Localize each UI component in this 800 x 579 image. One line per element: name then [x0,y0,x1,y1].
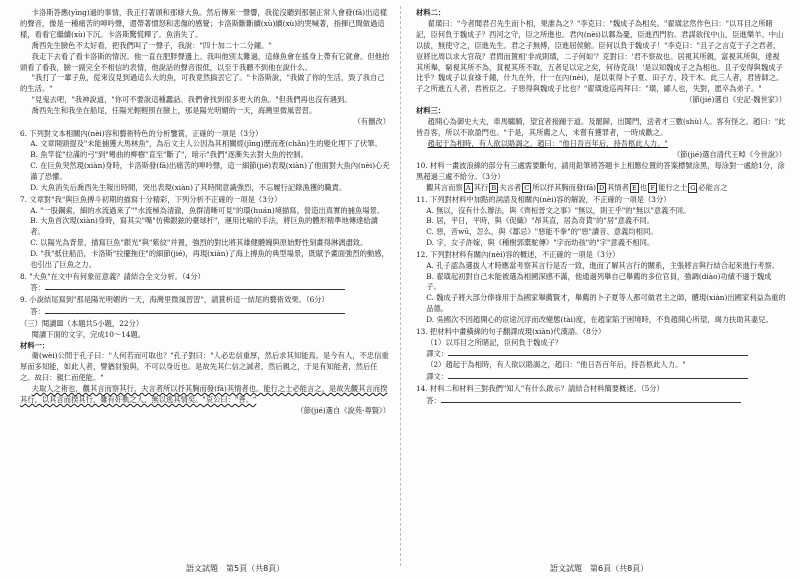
section-3-title: （三）閱讀Ⅲ（本題共5小題，22分） [20,318,144,328]
break-text: 夫言者 [499,183,522,193]
material-2-source: （節(jié)選自《史記·魏世家》） [685,95,786,105]
question-13-translation-2[interactable] [416,371,786,383]
question-12-option-c: C. 魏成子將大部分俸祿用于為國家舉薦賢才，舉薦的卜子夏等人都可做君主之師，體現(xiàn)出國家利益為重的品德。 [426,293,786,314]
question-7-stem: 7. 文章對"我"與巨魚搏斗初期的描寫十分精彩，下列分析不正確的一項是（3分） [20,194,282,204]
question-12-option-a: A. 孔子認為選拔人才時應當考察其言行是否一致，進而了解其言行的關系，主張將言與行結合起來進行考察。 [426,260,780,270]
story-paragraph-2: 喬西先生臉色不太好看，把我們叫了一聲子，我說："四十加二十二分鐘。" [31,40,272,50]
question-9-answer-area[interactable] [20,306,390,318]
question-11-option-d: D. 字，女子許嫁，與《種樹郭橐駝傳》"字而幼孩"的"字"意義不相同。 [426,238,655,248]
material-2-text: 翟璜曰："今者聞君召先生而卜相，果誰為之？"李克曰："魏成子為相矣。"翟璜忿然作色曰："以耳目之所睹記，臣何負于魏成子？西河之守，臣之所進也。君內(nèi)以鄴為憂，臣進西門豹。君謀欲伐中山，臣進樂羊。中山以拔，無使守之，臣進先生。君之子無傅，臣進屈侯鮒。臣何以負于魏成子！"李克曰："且子之言克于子之君者，豈將比周以求大官哉？君問而置相'非成則璜，二子何如'？克對曰：'君不察故也。居視其所親，富視其所與，達視其所舉，窮視其所不為，貧視其所不取，五者足以定之矣，何待克哉！'是以知魏成子之為相也。且子安得與魏成子比乎？魏成子以食祿千鐘，什九在外，什一在內(nèi)，是以東得卜子夏、田子方、段干木。此三人者，君皆師之。子之所進五人者，君皆臣之。子惡得與魏成子比也？"翟璜逡巡再拜曰："璜，鄙人也，失對，愿卒為弟子。" [416,18,784,94]
question-14-answer-area[interactable] [416,395,786,407]
story-paragraph-4: "我打了一輩子魚，從來沒見到過這么大的魚，可我竟然搞丟它了。"卡洛斯說，"我做了你的生活，毀了我自己的生活。" [20,73,385,94]
question-12-option-d: D. 吳國次不因趙開心的宦途沉浮而改變態(tài)度，在趙家陷于困境時，不負趙開心所望，竭力扶助其妻兒。 [426,315,773,325]
answer-label: 答： [30,306,45,316]
question-11-stem: 11. 下列對材料中加點的詞語及相關內(nèi)容的解說，不正確的一項是（3分） [416,194,671,204]
break-box-b[interactable]: B [489,183,498,193]
question-11-option-a: A. 無以，沒有什么辦法，與《齊桓晉文之事》"無以，則王乎"的"無以"意義不同。 [426,205,691,215]
break-box-d[interactable]: D [598,184,605,193]
question-11-option-c: C. 惡，音wū，怎么，與《鄒忌》"惡能不拳"的"惡"讀音、意義均相同。 [426,227,658,237]
question-12-stem: 12. 下列對材料有關內(nèi)容的概述，不正確的一項是（3分） [416,249,620,259]
question-11-option-b: B. 居，平日，平時，與《促織》"昂其直，居為奇貨"的"居"意義不同。 [426,216,654,226]
answer-label: 答： [30,283,45,293]
question-8-answer-area[interactable] [20,282,390,294]
question-10-break-boxes [416,183,786,194]
translate-label: 譯文： [426,372,449,382]
question-12-option-b: B. 翟璜起初對自己未能被選為相國深感不滿，他通過列舉自己舉薦的多位官員，強調(diào)功績不遜于魏成子。 [426,271,772,292]
question-6-option-c: C. 在巨魚突然現(xiàn)身時，卡洛斯發(fā)出痛苦的呻吟聲，這一細節(jié)表現(xiàn)了他面對大魚內(nèi)心充滿了恐懼。 [30,161,390,182]
page-5-footer: 語文試題 第5頁（共8頁） [186,564,285,573]
break-text: 能行之士 [658,183,688,193]
material-2-label: 材料二： [416,8,446,17]
story-paragraph-6: 喬西先生和我坐在船尾，任陽光輕輕照在臉上，那是陽光明媚的一天，海灣里微風習習。 [31,106,317,116]
material-3-source: （節(jié)選自清代王晫《今世說》） [672,149,786,159]
break-box-c[interactable]: C [522,183,531,193]
story-paragraph-5: "見鬼去吧，"我神說道，"你可不要說這種蠢話。我們會找到很多更大的魚。"但我們再也沒有遇到。 [31,95,352,105]
break-text: 必能言之 [698,183,728,193]
question-6-stem: 6. 下列對文本相關內(nèi)容和藝術特色的分析鑒賞，正確的一項是（3分） [20,128,263,138]
question-14-stem: 14. 材料二和材料三對我們"知人"有什么啟示？請結合材料簡要概述。（5分） [416,383,664,393]
question-13-stem: 13. 把材料中畫橫線的句子翻譯成現(xiàn)代漢語。（8分） [416,326,606,336]
question-13-translation-1[interactable] [416,348,786,360]
page-6-footer: 語文試題 第6頁（共8頁） [550,564,649,573]
break-box-f[interactable]: F [648,183,657,193]
break-box-a[interactable]: A [464,183,473,193]
question-9-stem: 9. 小說結尾寫到"那是陽光明媚的一天，海灣里微風習習"，請賞析這一結尾的藝術效果。（6分） [20,294,329,304]
material-1-wavy-text: 夫取人之術也，觀其言而察其行，夫言者所以抒其胸而發(fā)其情者也。能行之士必能言之，是故先觀其言而揆其行，以其言而揆其行，雖有奸軌之人，無以逃其情矣。"哀公曰："善。" [20,384,388,405]
page-divider [400,6,401,566]
material-1-source: （節(jié)選自《說苑·尊賢》） [296,406,390,415]
material-3-underlined-text: 趙起于為相時，有人欲以賂謁之，趙曰："他日吾百年后，持吾柩此人力。" [427,138,668,148]
page-6-column [416,8,786,407]
question-13-sentence-1: （1）以耳目之所睹記，臣何負于魏成子？ [426,337,563,347]
question-6-option-d: D. 大魚消失后喬西先生報出時間，突出表現(xiàn)了其時間意識強烈，不忘履行記錄漁獲的職責。 [30,183,347,193]
page-5-column [20,8,390,417]
break-text: 也 [639,183,648,193]
story-paragraph-3: 我走下去看了看卡洛斯的情況。他一直在肥胖聲邊上。我叫他別太難過，這條魚會在搖身上帶有它就會。但他抬頭看了看我，臉一副完全不相信的表情，他說話的聲音很低，以至于我聽不到他在說什么。 [20,51,390,72]
question-10-stem: 10. 材料一畫波浪線的部分有三處需要斷句，請用鉛筆將答題卡上相應位置的答案標號涂黑，每涂對一處給1分，涂黑超過三處不給分。（3分） [416,161,785,182]
question-6-option-a: A. 文章開頭提及"未能捕獲大馬林魚"，為后文主人公因為其相關經(jīng)歷而產(chǎn)生的變化埋下了伏筆。 [30,139,382,149]
break-prefix: 觀其言而察 [426,183,463,193]
answer-label: 答： [426,395,441,405]
break-text: 其情者 [607,183,629,193]
material-3-text: 趙開心為御史大夫，車馬騶騎，望宜者接踵于道。及罷歸，出閶門，送者才三數(shù)人。客有怪之。趙曰："此皆吾客，所以不欲盈門也。"于是，其所薦之人，未嘗有獲罪者，一時成歡之。 [416,117,786,137]
question-13-sentence-2: （2）趙起于為相時，有人欲以賂謁之，趙曰："他日吾百年后，持吾柩此人力。" [426,360,686,370]
section-3-instruction: 閱讀下面的文字，完成10～14題。 [31,329,146,339]
question-6-option-b: B. 魚竿從"拉滿的弓"到"彎曲的柳樹"直至"斷了"，暗示"我們"逐漸失去對大魚的控制。 [30,150,308,160]
break-text: 所以抒其胸而發(fā) [532,183,597,193]
question-7-option-d: D. "我"抵住船沿，卡洛斯"拉擺拖住"的細節(jié)，再現(xiàn)了海上搏魚的典型場景，既賦予畫面強烈的動感，也引出了巨魚之力。 [30,249,389,270]
story-paragraph-1: 卡洛斯答應(yīng)過的事情，我正打著頭和那條大魚。然后傳來一聲響，我從沒聽到那個正常人會發(fā)出這樣的聲音，像是一種痛苦的呻吟聲，還帶著憤怒和悲傷的感覺；卡洛斯斷斷續(xù)續(xù)的哭喊著，指揮已間做過這樣，看看它繼續(xù)下沉。卡洛斯驚慌釋了。魚消失了。 [20,8,387,39]
question-7-option-c: C. 以陽光為背景，描寫巨魚"銀光"與"紫紋"并置，強烈的對比將其雄健體魄與原始野性刻畫得淋漓盡致。 [30,238,368,248]
story-source: （有刪改） [353,117,390,127]
material-1-label: 材料一： [20,340,50,350]
translate-label: 譯文： [426,349,449,359]
material-3-label: 材料三： [416,106,446,116]
question-7-option-b: B. 大魚首次現(xiàn)身時，寫其尖"嘴"仿佛銀鉉的臺球杆"，運用比喻的手法，將巨魚的體形精準地傳達給讀者。 [30,216,378,237]
break-text: 其行 [473,183,489,193]
break-box-g[interactable]: G [690,184,696,193]
material-1-text: 衛(wèi)公問于孔子曰："人何若而可取也？"孔子對曰："人必忠信重厚，然后求其知能焉。是今有人，不忠信重厚而多知能，如此人者，譬猶豺狼與，不可以身近也。是故先其仁信之誠者，然后親之，于是有知能者，然后任之。故曰：親仁而使能。" [20,351,389,383]
question-7-option-a: A. "一股鋼索，細的水流過來了""水流極為清澈，魚群清晰可見"的環(huán)境描寫，營造出真實的捕魚場景。 [30,205,385,215]
question-8-stem: 8. "大魚"在文中有何象征意義？請結合全文分析。（4分） [20,271,205,281]
break-box-e[interactable]: E [630,183,639,193]
